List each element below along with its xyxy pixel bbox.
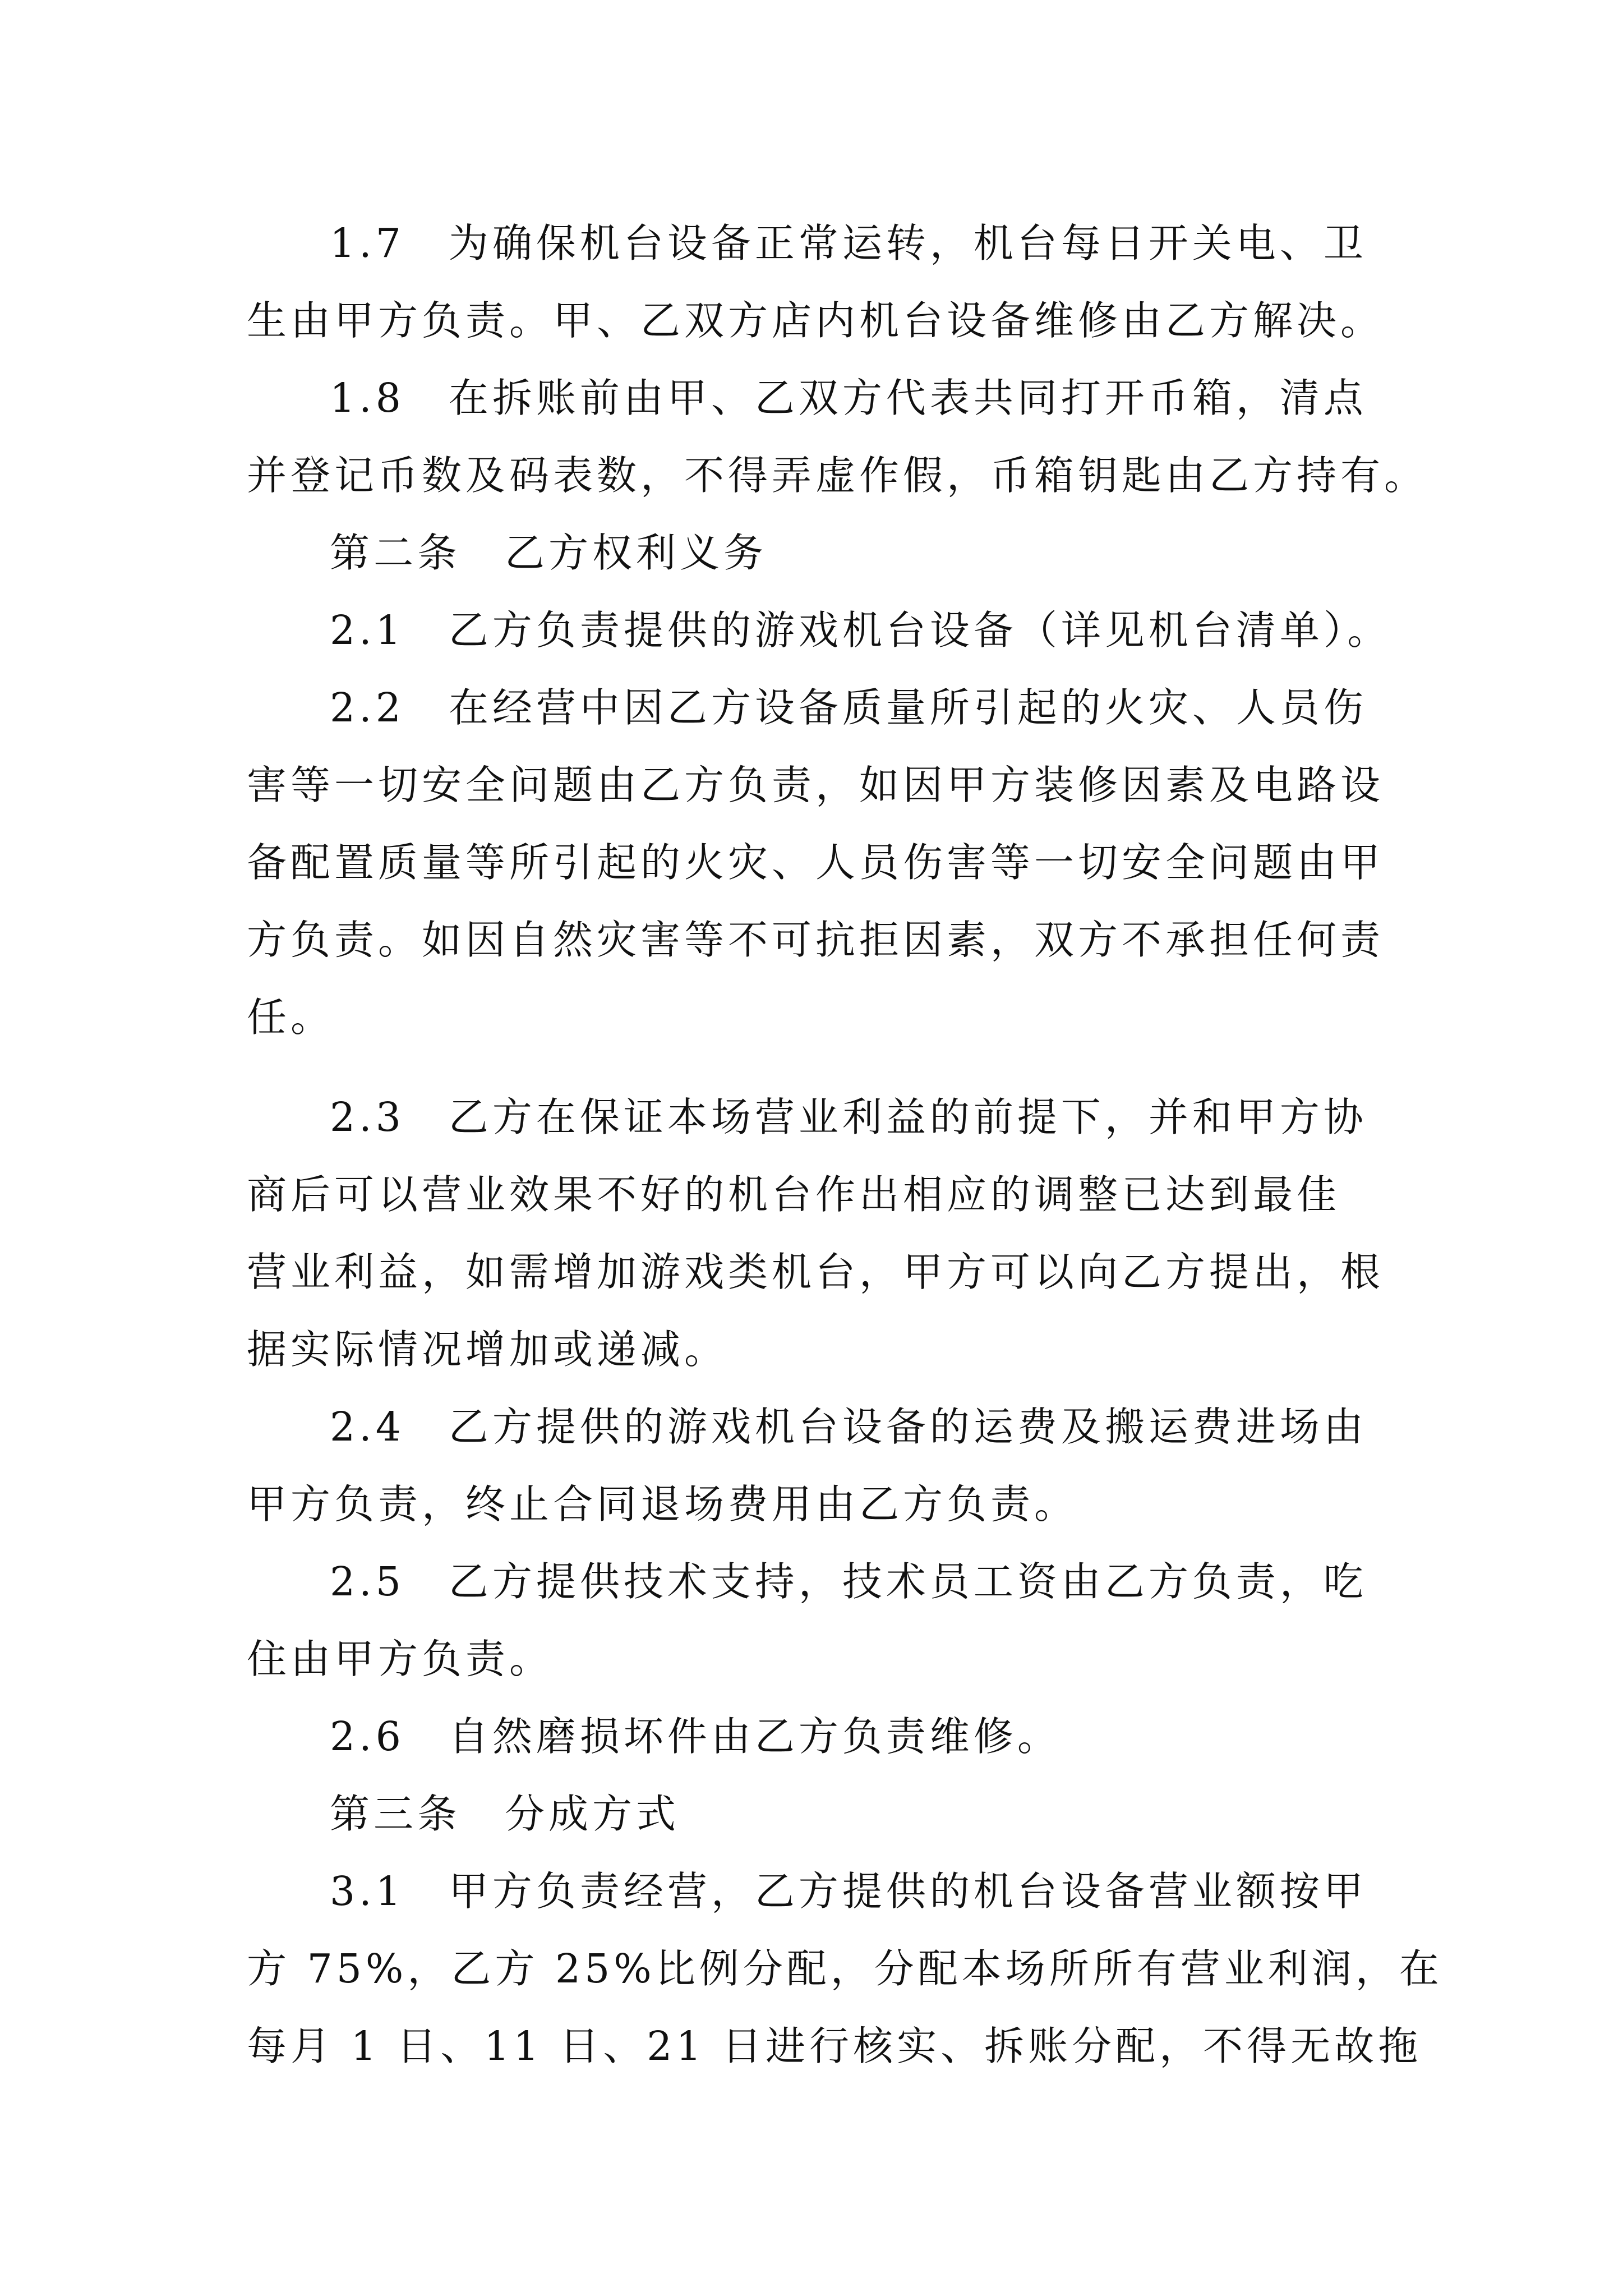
paragraph-3-1-line-1: 3.1 甲方负责经营，乙方提供的机台设备营业额按甲 [330,1868,1367,1915]
paragraph-2-2-line-1: 2.2 在经营中因乙方设备质量所引起的火灾、人员伤 [330,684,1367,731]
paragraph-2-5-line-1: 2.5 乙方提供技术支持，技术员工资由乙方负责，吃 [330,1558,1367,1605]
paragraph-2-3-line-4: 据实际情况增加或递减。 [247,1326,728,1373]
paragraph-3-1-line-2: 方 75%，乙方 25%比例分配，分配本场所所有营业利润，在 [247,1945,1443,1992]
paragraph-2-3-line-2: 商后可以营业效果不好的机台作出相应的调整已达到最佳 [247,1171,1341,1218]
paragraph-2-2-line-3: 备配置质量等所引起的火灾、人员伤害等一切安全问题由甲 [247,839,1385,886]
paragraph-1-8-line-1: 1.8 在拆账前由甲、乙双方代表共同打开币箱，清点 [330,375,1367,421]
paragraph-2-2-line-4: 方负责。如因自然灾害等不可抗拒因素，双方不承担任何责 [247,917,1385,963]
paragraph-2-2-line-2: 害等一切安全问题由乙方负责，如因甲方装修因素及电路设 [247,762,1385,808]
paragraph-2-2-line-5: 任。 [247,994,335,1041]
paragraph-2-1: 2.1 乙方负责提供的游戏机台设备（详见机台清单）。 [330,607,1391,654]
paragraph-2-3-line-1: 2.3 乙方在保证本场营业利益的前提下，并和甲方协 [330,1094,1367,1140]
section-heading-article-2: 第二条 乙方权利义务 [330,530,768,576]
paragraph-3-1-line-3: 每月 1 日、11 日、21 日进行核实、拆账分配，不得无故拖 [247,2023,1422,2069]
paragraph-1-8-line-2: 并登记币数及码表数，不得弄虚作假，币箱钥匙由乙方持有。 [247,452,1428,499]
paragraph-1-7-line-1: 1.7 为确保机台设备正常运转，机台每日开关电、卫 [330,220,1367,266]
paragraph-spacer [247,1056,1396,1079]
paragraph-2-4-line-1: 2.4 乙方提供的游戏机台设备的运费及搬运费进场由 [330,1404,1367,1450]
paragraph-2-4-line-2: 甲方负责，终止合同退场费用由乙方负责。 [247,1481,1078,1527]
paragraph-1-7-line-2: 生由甲方负责。甲、乙双方店内机台设备维修由乙方解决。 [247,297,1385,344]
paragraph-2-3-line-3: 营业利益，如需增加游戏类机台，甲方可以向乙方提出，根 [247,1249,1385,1295]
document-body [247,205,1443,2085]
section-heading-article-3: 第三条 分成方式 [330,1791,680,1837]
paragraph-2-5-line-2: 住由甲方负责。 [247,1636,554,1682]
paragraph-2-6: 2.6 自然磨损坏件由乙方负责维修。 [330,1713,1061,1760]
